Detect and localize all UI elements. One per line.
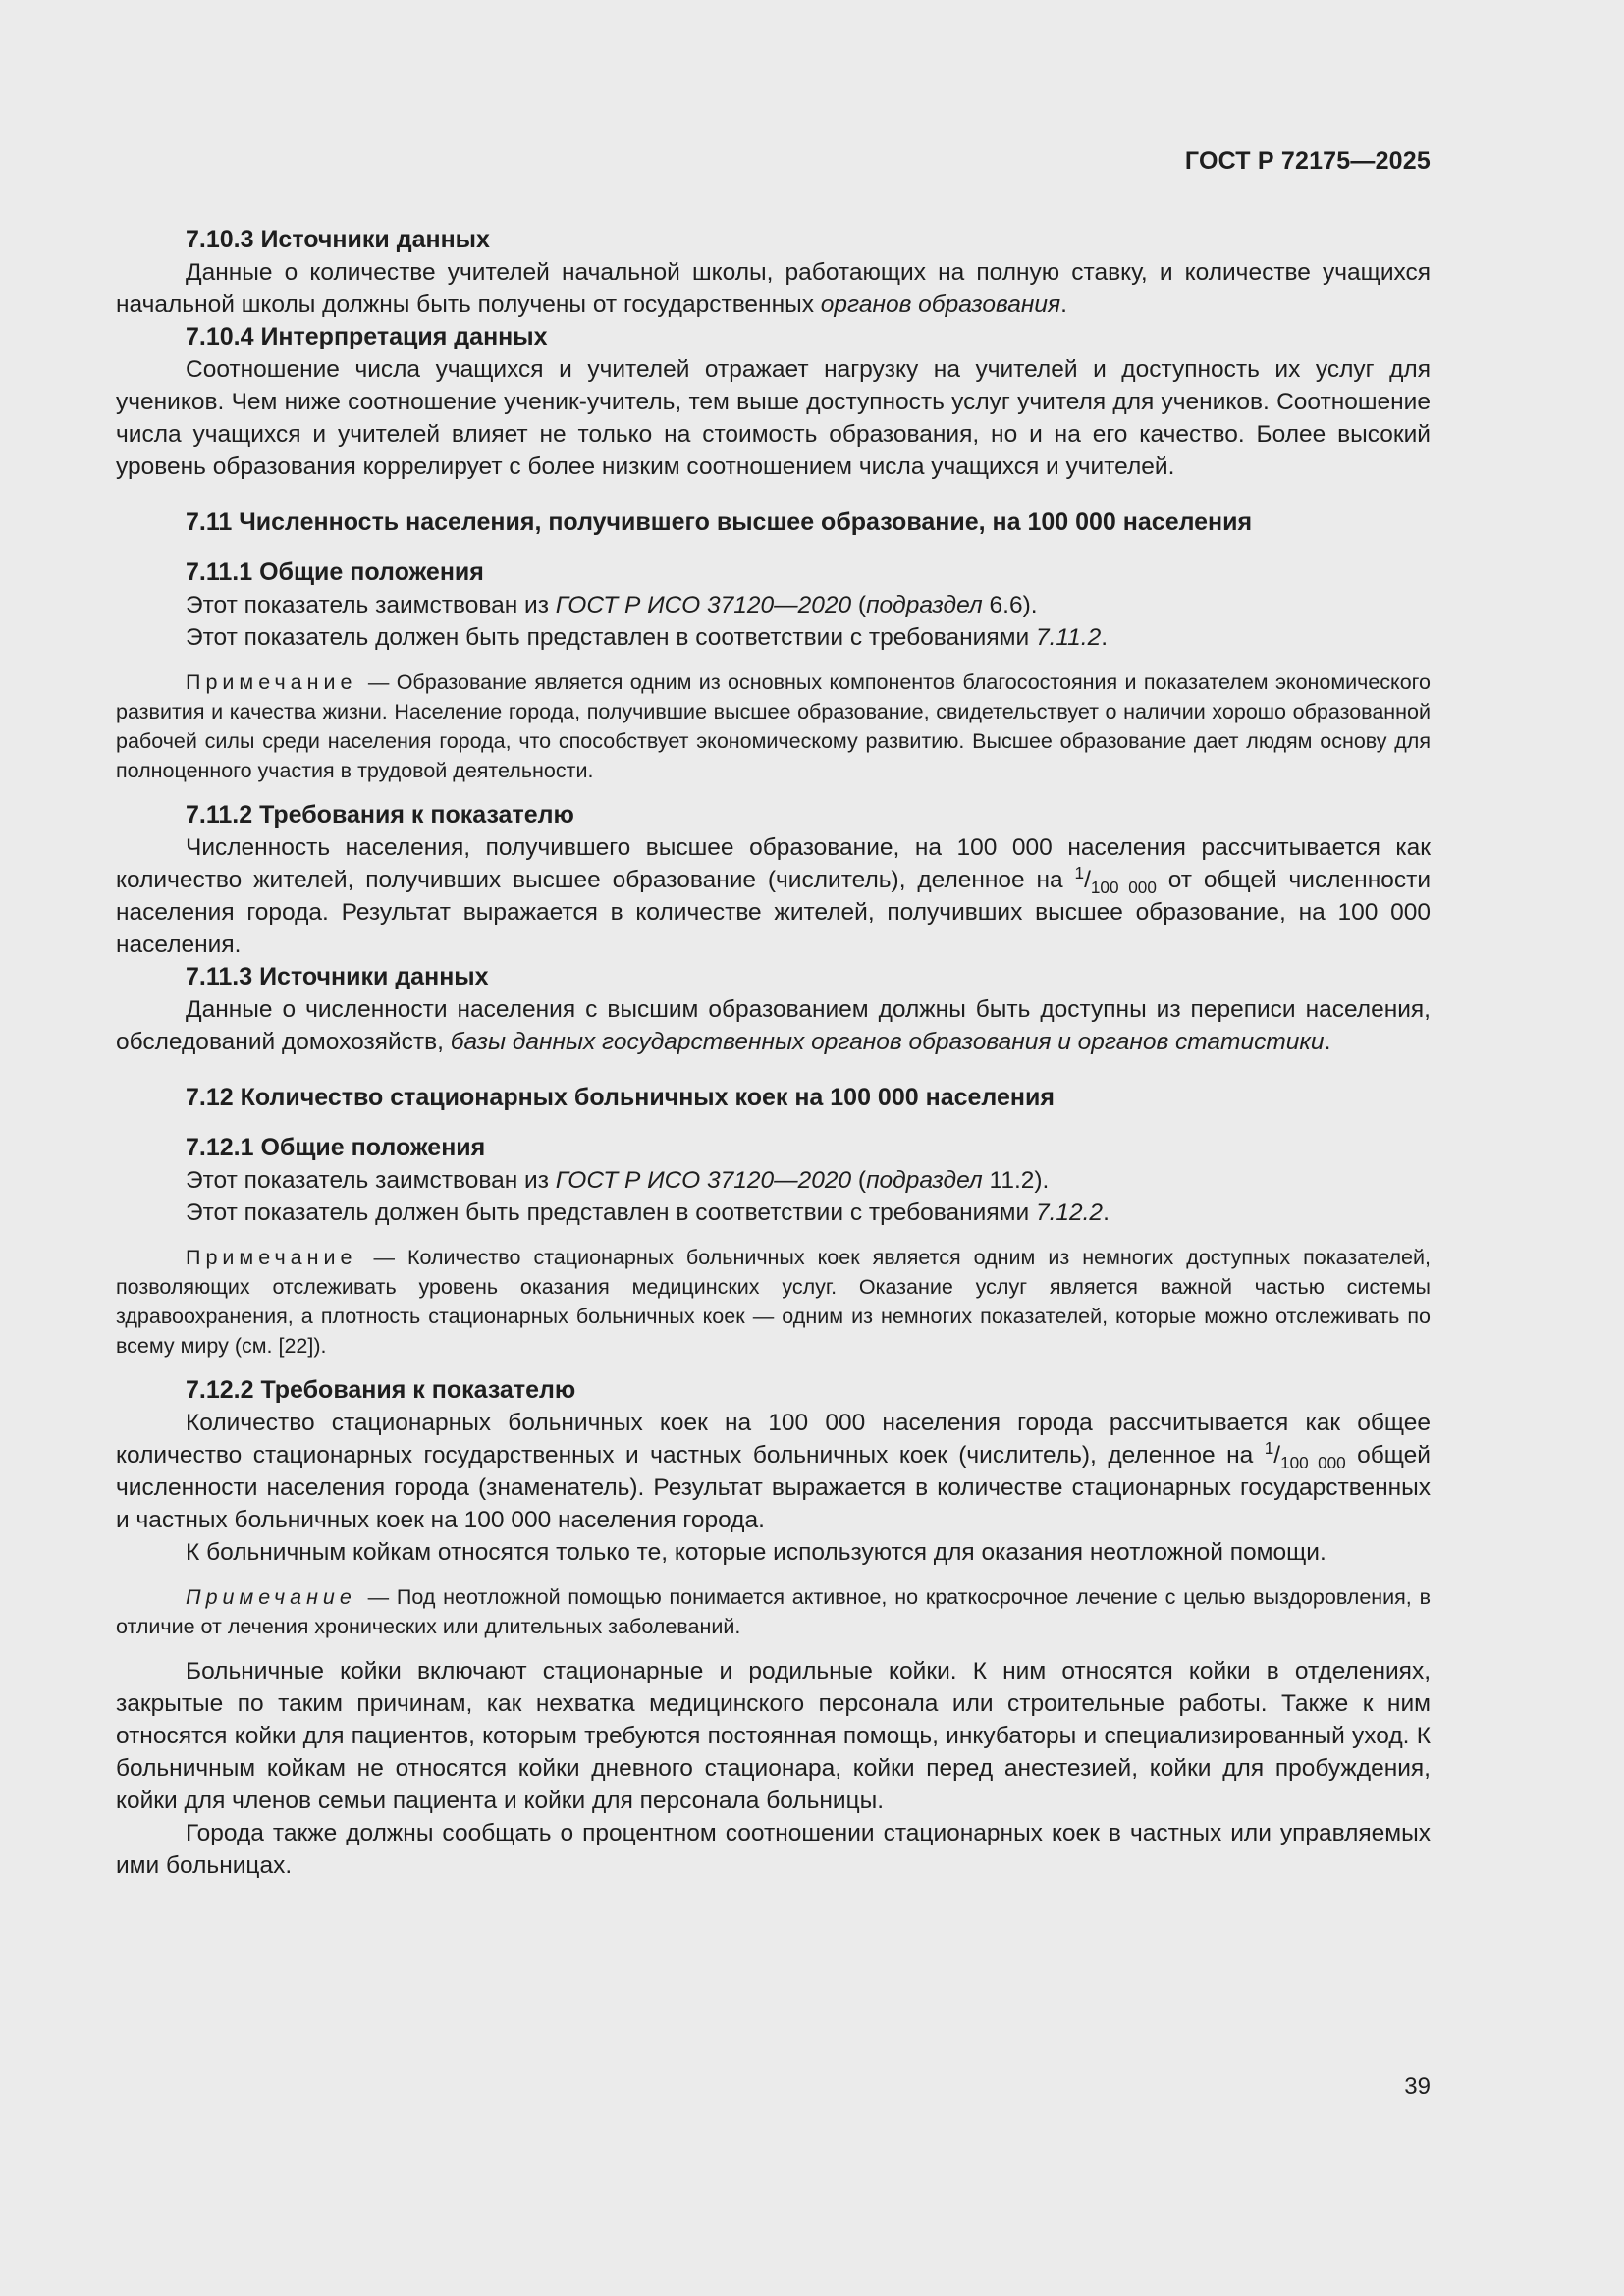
heading-7-12: 7.12 Количество стационарных больничных коек на 100 000 населения [186, 1084, 1055, 1111]
heading-7-11-3: 7.11.3 Источники данных [186, 963, 489, 990]
paragraph-7-10-4: Соотношение числа учащихся и учителей отражает нагрузку на учителей и доступность их услуг для учеников. Чем ниже соотношение ученик-учитель, тем выше доступность услуг учителя для учеников. Соотношение числа учащихся и учителей влияет не только на стоимость образования, но и на его качество. Более высокий уровень образования коррелирует с более низким соотношением числа учащихся и учителей. [116, 356, 1431, 480]
paragraph-7-12-1-line2: Этот показатель должен быть представлен в соответствии с требованиями 7.12.2. [186, 1200, 1110, 1226]
paragraph-7-11-2: Численность населения, получившего высшее образование, на 100 000 населения рассчитывается как количество жителей, получивших высшее образование (числитель), деленное на $^1/_{100 000}$ от общей численности населения города. Результат выражается в количестве жителей, получивших высшее образование, на 100 000 населения. [116, 834, 1432, 958]
paragraph-private-beds: Города также должны сообщать о процентном соотношении стационарных коек в частных или управляемых ими больницах. [116, 1820, 1431, 1879]
page-number: 39 [1404, 2073, 1431, 2100]
heading-7-11-2: 7.11.2 Требования к показателю [186, 801, 574, 828]
note-label: Примечание [186, 670, 357, 694]
document-body [116, 224, 1431, 1882]
note-7-12-1: Примечание — Количество стационарных больничных коек является одним из немногих доступных показателей, позволяющих отслеживать уровень оказания медицинских услуг. Оказание услуг является важной частью системы здравоохранения, а плотность стационарных больничных коек — одним из немногих показателей, которые можно отслеживать по всему миру (см. [22]). [116, 1246, 1431, 1358]
note-7-11-1: Примечание — Образование является одним из основных компонентов благосостояния и показателем экономического развития и качества жизни. Население города, получившие высшее образование, свидетельствует о наличии хорошо образованной рабочей силы среди населения города, что способствует экономическому развитию. Высшее образование дает людям основу для полноценного участия в трудовой деятельности. [116, 670, 1431, 782]
paragraph-7-11-1-line1: Этот показатель заимствован из ГОСТ Р ИСО 37120—2020 (подраздел 6.6). [186, 592, 1038, 618]
paragraph-7-12-1-line1: Этот показатель заимствован из ГОСТ Р ИСО 37120—2020 (подраздел 11.2). [186, 1167, 1050, 1194]
heading-7-10-3: 7.10.3 Источники данных [186, 226, 490, 253]
heading-7-11: 7.11 Численность населения, получившего высшее образование, на 100 000 населения [186, 508, 1253, 536]
paragraph-7-11-3: Данные о численности населения с высшим образованием должны быть доступны из переписи населения, обследований домохозяйств, базы данных государственных органов образования и органов статистики. [116, 996, 1431, 1055]
paragraph-7-12-2-emergency: К больничным койкам относятся только те, которые используются для оказания неотложной помощи. [186, 1539, 1326, 1566]
note-label: Примечание [186, 1585, 356, 1609]
document-header: ГОСТ Р 72175—2025 [1184, 147, 1431, 175]
heading-7-11-1: 7.11.1 Общие положения [186, 559, 484, 586]
note-7-12-2: Примечание — Под неотложной помощью понимается активное, но краткосрочное лечение с целью выздоровления, в отличие от лечения хронических или длительных заболеваний. [116, 1585, 1431, 1638]
heading-7-10-4: 7.10.4 Интерпретация данных [186, 323, 548, 350]
note-label: Примечание [186, 1246, 357, 1269]
paragraph-7-12-2: Количество стационарных больничных коек на 100 000 населения города рассчитывается как общее количество стационарных государственных и частных больничных коек (числитель), деленное на $^1/_{100 000}$ общей численности населения города (знаменатель). Результат выражается в количестве стационарных государственных и частных больничных коек на 100 000 населения города. [116, 1410, 1431, 1533]
heading-7-12-1: 7.12.1 Общие положения [186, 1134, 486, 1161]
paragraph-hospital-beds: Больничные койки включают стационарные и родильные койки. К ним относятся койки в отделениях, закрытые по таким причинам, как нехватка медицинского персонала или строительные работы. Также к ним относятся койки для пациентов, которым требуются постоянная помощь, инкубаторы и специализированный уход. К больничным койкам не относятся койки дневного стационара, койки перед анестезией, койки для пробуждения, койки для членов семьи пациента и койки для персонала больницы. [116, 1658, 1431, 1814]
paragraph-7-10-3: Данные о количестве учителей начальной школы, работающих на полную ставку, и количестве учащихся начальной школы должны быть получены от государственных органов образования. [116, 259, 1431, 318]
heading-7-12-2: 7.12.2 Требования к показателю [186, 1376, 576, 1404]
paragraph-7-11-1-line2: Этот показатель должен быть представлен в соответствии с требованиями 7.11.2. [186, 624, 1109, 651]
